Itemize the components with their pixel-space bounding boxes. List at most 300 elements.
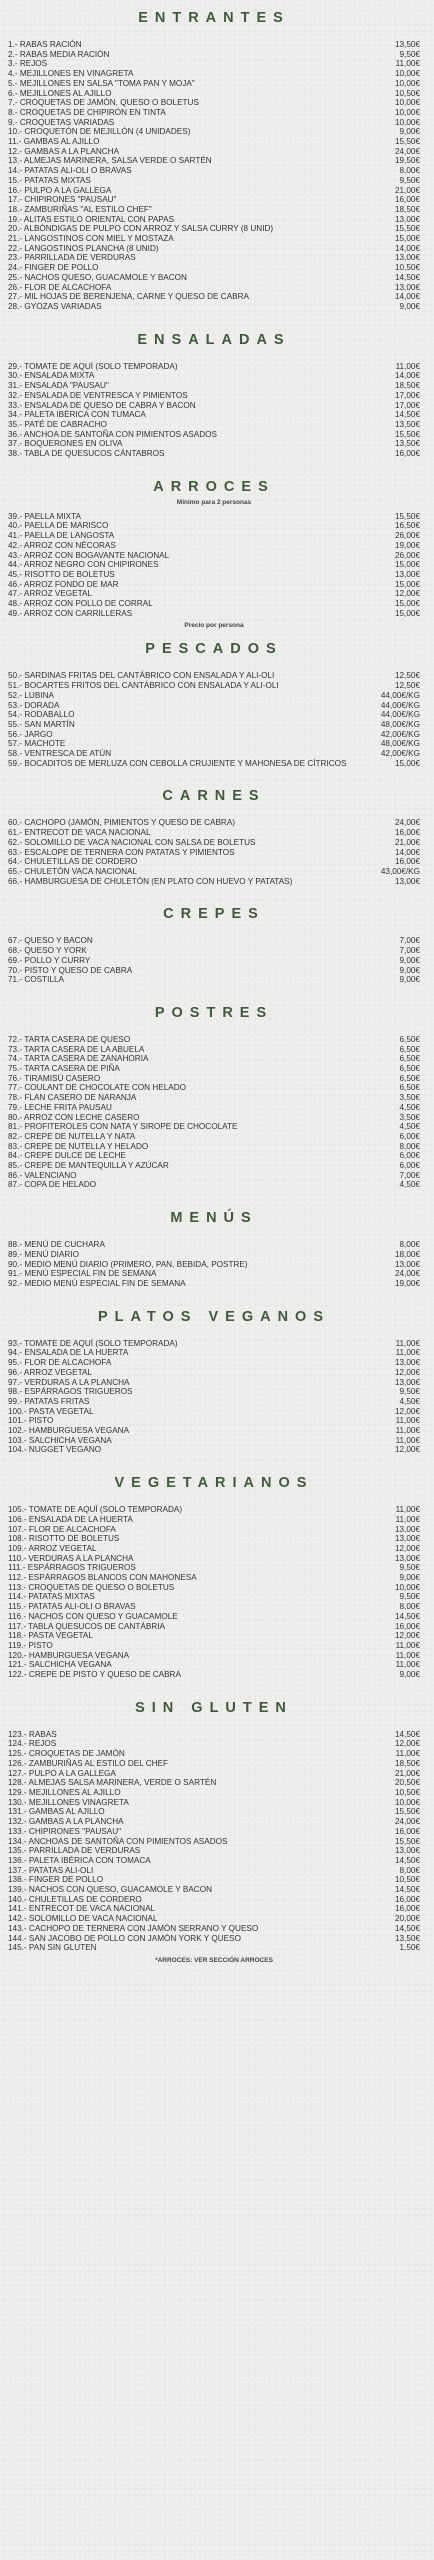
menu-item <box>8 818 420 828</box>
menu-item <box>8 1622 420 1632</box>
item-price: 13,00€ <box>394 282 420 292</box>
item-price: 12,00€ <box>394 1543 420 1553</box>
item-price: 13,00€ <box>394 1358 420 1368</box>
item-name: 24.- FINGER DE POLLO <box>8 263 99 273</box>
item-name: 47.- ARROZ VEGETAL <box>8 589 93 599</box>
menu-item <box>8 1660 420 1670</box>
item-price: 8,00€ <box>399 1240 420 1250</box>
item-price: 20,00€ <box>394 1914 420 1924</box>
menu-item <box>8 156 420 166</box>
item-name: 137.- PATATAS ALI-OLI <box>8 1865 94 1875</box>
menu-item <box>8 1769 420 1779</box>
menu-item <box>8 560 420 570</box>
item-price: 6,00€ <box>399 1151 420 1161</box>
item-price: 10,00€ <box>394 78 420 88</box>
section-title: PESCADOS <box>145 641 283 658</box>
item-price: 10,00€ <box>394 1582 420 1592</box>
item-name: 118.- PASTA VEGETAL <box>8 1631 93 1641</box>
item-name: 107.- FLOR DE ALCACHOFA <box>8 1524 116 1534</box>
menu-item <box>8 589 420 599</box>
menu-item <box>8 1113 420 1123</box>
item-name: 95.- FLOR DE ALCACHOFA <box>8 1358 112 1368</box>
menu-item <box>8 98 420 108</box>
menu-item <box>8 1505 420 1515</box>
item-name: 22.- LANGOSTINOS PLANCHA (8 UNID) <box>8 243 159 253</box>
item-price: 6,50€ <box>399 1034 420 1044</box>
item-price: 9,50€ <box>399 49 420 59</box>
item-name: 132.- GAMBAS A LA PLANCHA <box>8 1817 124 1827</box>
item-name: 100.- PASTA VEGETAL <box>8 1406 94 1416</box>
menu-item <box>8 1670 420 1680</box>
item-name: 59.- BOCADITOS DE MERLUZA CON CEBOLLA CRUJIENTE Y MAHONESA DE CÍTRICOS <box>8 758 347 768</box>
item-name: 50.- SARDINAS FRITAS DEL CANTÁBRICO CON ENSALADA Y ALI-OLI <box>8 671 275 681</box>
menu-item <box>8 273 420 283</box>
item-price: 4,50€ <box>399 1180 420 1190</box>
menu-item <box>8 1348 420 1358</box>
item-price: 18,50€ <box>394 381 420 391</box>
item-name: 85.- CREPE DE MANTEQUILLA Y AZÚCAR <box>8 1161 169 1171</box>
item-name: 141.- ENTRECOT DE VACA NACIONAL <box>8 1904 156 1914</box>
item-name: 91.- MENÚ ESPECIAL FIN DE SEMANA <box>8 1269 157 1279</box>
item-price: 14,00€ <box>394 243 420 253</box>
menu-section <box>8 1473 420 1694</box>
item-price: 13,50€ <box>394 40 420 49</box>
item-name: 61.- ENTRECOT DE VACA NACIONAL <box>8 828 151 838</box>
item-name: 1.- RABAS RACIÓN <box>8 40 82 49</box>
menu-item <box>8 1730 420 1740</box>
menu-item <box>8 40 420 50</box>
item-name: 76.- TIRAMISÚ CASERO <box>8 1073 101 1083</box>
item-name: 57.- MACHOTE <box>8 739 66 749</box>
item-name: 86.- VALENCIANO <box>8 1170 77 1180</box>
item-price: 16,50€ <box>394 521 420 531</box>
item-price: 6,50€ <box>399 1054 420 1064</box>
menu-item <box>8 570 420 580</box>
menu-item <box>8 1436 420 1446</box>
item-price: 14,50€ <box>394 1855 420 1865</box>
menu-item <box>8 1534 420 1544</box>
item-name: 97.- VERDURAS A LA PLANCHA <box>8 1377 130 1387</box>
item-name: 56.- JARGO <box>8 729 53 739</box>
item-name: 143.- CACHOPO DE TERNERA CON JAMÓN SERRANO Y QUESO <box>8 1923 259 1933</box>
item-price: 12,00€ <box>394 1631 420 1641</box>
menu-item <box>8 1035 420 1045</box>
menu-item <box>8 1378 420 1388</box>
section-title: POSTRES <box>154 1004 274 1021</box>
item-name: 66.- HAMBURGUESA DE CHULETÓN (EN PLATO CON HUEVO Y PATATAS) <box>8 876 293 886</box>
item-name: 21.- LANGOSTINOS CON MIEL Y MOSTAZA <box>8 234 174 244</box>
menu-item <box>8 1525 420 1535</box>
item-name: 40.- PAELLA DE MARISCO <box>8 521 109 531</box>
item-name: 79.- LECHE FRITA PAUSAU <box>8 1102 112 1112</box>
item-name: 71.- COSTILLA <box>8 975 64 985</box>
menu-item <box>8 1904 420 1914</box>
menu-item <box>8 1798 420 1808</box>
menu-item <box>8 531 420 541</box>
item-name: 128.- ALMEJAS SALSA MARINERA, VERDE O SARTÉN <box>8 1778 217 1788</box>
menu-item <box>8 449 420 459</box>
item-price: 9,50€ <box>399 1563 420 1573</box>
item-price: 16,00€ <box>394 828 420 838</box>
item-price: 11,00€ <box>395 1348 420 1358</box>
item-price: 9,00€ <box>399 301 420 311</box>
item-price: 13,00€ <box>394 569 420 579</box>
item-name: 10.- CROQUETÓN DE MEJILLÓN (4 UNIDADES) <box>8 127 191 137</box>
item-name: 64.- CHULETILLAS DE CORDERO <box>8 857 138 867</box>
item-price: 14,00€ <box>394 292 420 302</box>
item-price: 13,50€ <box>394 419 420 429</box>
menu-item <box>8 1895 420 1905</box>
item-name: 45.- RISOTTO DE BOLETUS <box>8 569 115 579</box>
menu-item <box>8 1426 420 1436</box>
menu-item <box>8 420 420 430</box>
menu-item <box>8 1368 420 1378</box>
item-name: 26.- FLOR DE ALCACHOFA <box>8 282 112 292</box>
item-name: 43.- ARROZ CON BOGAVANTE NACIONAL <box>8 550 170 560</box>
item-price: 15,00€ <box>394 608 420 618</box>
section-title: SIN GLUTEN <box>135 1699 293 1716</box>
item-price: 13,00€ <box>394 1553 420 1563</box>
item-name: 34.- PALETA IBÉRICA CON TUMACA <box>8 410 146 420</box>
menu-item <box>8 1631 420 1641</box>
item-price: 19,00€ <box>394 1278 420 1288</box>
item-price: 14,00€ <box>394 371 420 381</box>
menu-item <box>8 512 420 522</box>
section-title: ARROCES <box>153 478 275 495</box>
item-name: 127.- PULPO A LA GALLEGA <box>8 1768 116 1778</box>
item-name: 33.- ENSALADA DE QUESO DE CABRA Y BACON <box>8 400 196 410</box>
item-price: 12,00€ <box>394 1367 420 1377</box>
item-price: 9,00€ <box>399 1670 420 1680</box>
item-name: 62.- SOLOMILLO DE VACA NACIONAL CON SALSA DE BOLETUS <box>8 837 256 847</box>
menu-item <box>8 710 420 720</box>
item-price: 15,50€ <box>394 511 420 521</box>
menu-item <box>8 1641 420 1651</box>
item-price: 11,00€ <box>395 1435 420 1445</box>
item-price: 15,00€ <box>394 579 420 589</box>
item-price: 21,00€ <box>394 1768 420 1778</box>
item-name: 145.- PAN SIN GLUTEN <box>8 1943 97 1953</box>
item-name: 133.- CHIPIRONES "PAUSAU" <box>8 1826 122 1836</box>
item-name: 94.- ENSALADA DE LA HUERTA <box>8 1348 129 1358</box>
menu-item <box>8 1739 420 1749</box>
menu-item <box>8 1054 420 1064</box>
item-name: 70.- PISTO Y QUESO DE CABRA <box>8 965 133 975</box>
item-price: 6,50€ <box>399 1044 420 1054</box>
menu-section <box>8 1307 420 1469</box>
menu-item <box>8 599 420 609</box>
menu-item <box>8 1651 420 1661</box>
item-price: 9,00€ <box>399 127 420 137</box>
menu-item <box>8 69 420 79</box>
item-name: 136.- PALETA IBÉRICA CON TOMACA <box>8 1855 151 1865</box>
menu-item <box>8 1544 420 1554</box>
menu-item <box>8 1074 420 1084</box>
item-name: 14.- PATATAS ALI-OLI O BRAVAS <box>8 166 132 176</box>
menu-item <box>8 956 420 966</box>
menu-item <box>8 551 420 561</box>
item-name: 11.- GAMBAS AL AJILLO <box>8 137 100 147</box>
item-price: 18,50€ <box>394 1758 420 1768</box>
menu-item <box>8 521 420 531</box>
menu-item <box>8 1142 420 1152</box>
menu-item <box>8 244 420 254</box>
item-price: 15,50€ <box>394 429 420 439</box>
item-price: 9,50€ <box>399 175 420 185</box>
item-price: 24,00€ <box>394 1269 420 1279</box>
item-price: 4,50€ <box>399 1396 420 1406</box>
item-name: 68.- QUESO Y YORK <box>8 946 87 956</box>
item-name: 126.- ZAMBURIÑAS AL ESTILO DEL CHEF <box>8 1758 169 1768</box>
item-price: 13,50€ <box>394 439 420 449</box>
item-name: 58.- VENTRESCA DE ATÚN <box>8 749 112 759</box>
item-name: 110.- VERDURAS A LA PLANCHA <box>8 1553 134 1563</box>
item-price: 9,00€ <box>399 1573 420 1583</box>
item-price: 6,00€ <box>399 1161 420 1171</box>
item-price: 10,00€ <box>394 69 420 79</box>
item-price: 18,50€ <box>394 204 420 214</box>
item-price: 42,00€/KG <box>380 749 420 759</box>
menu-section <box>8 639 420 782</box>
item-name: 98.- ESPÁRRAGOS TRIGUEROS <box>8 1387 133 1397</box>
section-note: Mínimo para 2 personas <box>176 498 252 506</box>
menu-item <box>8 439 420 449</box>
item-name: 130.- MEJILLONES VINAGRETA <box>8 1797 129 1807</box>
item-price: 24,00€ <box>394 1817 420 1827</box>
menu-section <box>8 786 420 900</box>
menu-item <box>8 410 420 420</box>
section-title: ENTRANTES <box>138 10 290 26</box>
item-name: 4.- MEJILLONES EN VINAGRETA <box>8 69 134 79</box>
item-name: 78.- FLAN CASERO DE NARANJA <box>8 1093 137 1103</box>
item-price: 3,50€ <box>399 1093 420 1103</box>
item-name: 51.- BOCARTES FRITOS DEL CANTÁBRICO CON ENSALADA Y ALI-OLI <box>8 681 279 691</box>
item-name: 123.- RABAS <box>8 1729 57 1739</box>
menu-section <box>8 330 420 473</box>
item-price: 13,50€ <box>394 1933 420 1943</box>
item-price: 12,00€ <box>394 589 420 599</box>
item-name: 6.- MEJILLONES AL AJILLO <box>8 88 112 98</box>
item-price: 42,00€/KG <box>380 729 420 739</box>
item-name: 122.- CREPE DE PISTO Y QUESO DE CABRA <box>8 1670 181 1680</box>
item-price: 6,50€ <box>399 1064 420 1074</box>
menu-item <box>8 691 420 701</box>
item-price: 12,00€ <box>394 1739 420 1749</box>
menu-item <box>8 1445 420 1455</box>
menu-item <box>8 1161 420 1171</box>
item-price: 16,00€ <box>394 195 420 205</box>
item-name: 23.- PARRILLADA DE VERDURAS <box>8 253 136 263</box>
item-price: 26,00€ <box>394 531 420 541</box>
menu-item <box>8 1573 420 1583</box>
item-price: 16,00€ <box>394 449 420 459</box>
menu-item <box>8 127 420 137</box>
item-price: 16,00€ <box>394 1621 420 1631</box>
item-price: 15,50€ <box>394 1836 420 1846</box>
menu-item <box>8 1612 420 1622</box>
menu-item <box>8 838 420 848</box>
menu-item <box>8 1554 420 1564</box>
menu-item <box>8 292 420 302</box>
item-price: 6,00€ <box>399 1131 420 1141</box>
menu-item <box>8 1093 420 1103</box>
menu-item <box>8 234 420 244</box>
item-name: 38.- TABLA DE QUESUCOS CÁNTABROS <box>8 449 165 459</box>
menu-item <box>8 1602 420 1612</box>
menu-item <box>8 1817 420 1827</box>
item-name: 25.- NACHOS QUESO, GUACAMOLE Y BACON <box>8 272 187 282</box>
item-price: 48,00€/KG <box>380 719 420 729</box>
item-price: 8,00€ <box>399 1865 420 1875</box>
menu-section <box>8 1698 420 1964</box>
item-price: 7,00€ <box>399 946 420 956</box>
item-name: 16.- PULPO A LA GALLEGA <box>8 185 112 195</box>
item-name: 111.- ESPÁRRAGOS TRIGUEROS <box>8 1563 136 1573</box>
item-name: 67.- QUESO Y BACON <box>8 936 93 946</box>
item-name: 32.- ENSALADA DE VENTRESCA Y PIMIENTOS <box>8 390 188 400</box>
item-name: 46.- ARROZ FONDO DE MAR <box>8 579 119 589</box>
item-price: 19,50€ <box>394 156 420 166</box>
menu-item <box>8 1759 420 1769</box>
item-price: 16,00€ <box>394 857 420 867</box>
menu-item <box>8 1064 420 1074</box>
item-price: 11,00€ <box>395 1505 420 1515</box>
menu-item <box>8 609 420 619</box>
menu-item <box>8 118 420 128</box>
menu-item <box>8 430 420 440</box>
item-price: 15,00€ <box>394 599 420 609</box>
item-price: 10,50€ <box>394 1788 420 1797</box>
item-price: 6,50€ <box>399 1073 420 1083</box>
item-name: 63.- ESCALOPE DE TERNERA CON PATATAS Y PIMIENTOS <box>8 847 235 857</box>
item-price: 10,50€ <box>394 263 420 273</box>
item-name: 112.- ESPÁRRAGOS BLANCOS CON MAHONESA <box>8 1573 197 1583</box>
item-price: 43,00€/KG <box>380 867 420 876</box>
item-price: 12,50€ <box>394 681 420 691</box>
menu-item <box>8 720 420 730</box>
item-name: 37.- BOQUERONES EN OLIVA <box>8 439 123 449</box>
item-name: 105.- TOMATE DE AQUÍ (SOLO TEMPORADA) <box>8 1505 183 1515</box>
menu-section <box>8 1208 420 1303</box>
item-name: 140.- CHULETILLAS DE CORDERO <box>8 1894 142 1904</box>
item-price: 11,00€ <box>395 1749 420 1759</box>
item-price: 10,50€ <box>394 1875 420 1885</box>
menu-item <box>8 1875 420 1885</box>
item-price: 15,00€ <box>394 758 420 768</box>
item-name: 129.- MEJILLONES AL AJILLO <box>8 1788 121 1797</box>
item-name: 12.- GAMBAS A LA PLANCHA <box>8 146 120 156</box>
item-name: 138.- FINGER DE POLLO <box>8 1875 104 1885</box>
menu-item <box>8 1103 420 1113</box>
menu-item <box>8 1122 420 1132</box>
item-name: 27.- MIL HOJAS DE BERENJENA, CARNE Y QUESO DE CABRA <box>8 292 249 302</box>
menu-item <box>8 1943 420 1953</box>
menu-item <box>8 147 420 157</box>
item-name: 7.- CROQUETAS DE JAMÓN, QUESO O BOLETUS <box>8 98 199 108</box>
menu-item <box>8 1563 420 1573</box>
menu-item <box>8 176 420 186</box>
item-name: 115.- PATATAS ALI-OLI O BRAVAS <box>8 1602 136 1612</box>
item-name: 99.- PATATAS FRITAS <box>8 1396 90 1406</box>
item-price: 44,00€/KG <box>380 690 420 700</box>
item-name: 53.- DORADA <box>8 700 60 710</box>
menu-item <box>8 1924 420 1934</box>
item-price: 24,00€ <box>394 146 420 156</box>
item-name: 13.- ALMEJAS MARINERA, SALSA VERDE O SARTÉN <box>8 156 212 166</box>
item-name: 72.- TARTA CASERA DE QUESO <box>8 1034 131 1044</box>
item-price: 7,00€ <box>399 1170 420 1180</box>
item-price: 14,50€ <box>394 272 420 282</box>
menu-item <box>8 1934 420 1944</box>
item-price: 10,50€ <box>394 88 420 98</box>
menu-item <box>8 730 420 740</box>
item-price: 16,00€ <box>394 1904 420 1914</box>
item-price: 8,00€ <box>399 166 420 176</box>
item-price: 12,00€ <box>394 1445 420 1455</box>
item-price: 14,50€ <box>394 410 420 420</box>
item-name: 139.- NACHOS CON QUESO, GUACAMOLE Y BACON <box>8 1885 212 1895</box>
section-title: ENSALADAS <box>137 331 291 348</box>
menu-item <box>8 401 420 411</box>
item-price: 10,00€ <box>394 1797 420 1807</box>
section-title: CREPES <box>163 906 265 923</box>
menu-item <box>8 1807 420 1817</box>
menu-item <box>8 1045 420 1055</box>
menu-item <box>8 759 420 769</box>
menu-item <box>8 1788 420 1798</box>
item-price: 13,00€ <box>394 1377 420 1387</box>
item-price: 6,50€ <box>399 1083 420 1093</box>
item-name: 131.- GAMBAS AL AJILLO <box>8 1807 105 1817</box>
menu-item <box>8 137 420 147</box>
menu-item <box>8 195 420 205</box>
item-name: 48.- ARROZ CON POLLO DE CORRAL <box>8 599 153 609</box>
item-price: 14,50€ <box>394 1729 420 1739</box>
item-price: 9,50€ <box>399 1387 420 1397</box>
menu-item <box>8 224 420 234</box>
item-price: 11,00€ <box>395 361 420 371</box>
menu-item <box>8 1083 420 1093</box>
item-price: 9,00€ <box>399 965 420 975</box>
item-price: 13,00€ <box>394 1846 420 1856</box>
menu-item <box>8 1279 420 1289</box>
item-name: 125.- CROQUETAS DE JAMÓN <box>8 1749 125 1759</box>
menu-section <box>8 904 420 999</box>
item-price: 4,50€ <box>399 1122 420 1132</box>
section-title: MENÚS <box>170 1210 258 1227</box>
menu-item <box>8 541 420 551</box>
item-name: 15.- PATATAS MIXTAS <box>8 175 91 185</box>
item-price: 1,50€ <box>399 1943 420 1953</box>
item-name: 17.- CHIPIRONES "PAUSAU" <box>8 195 117 205</box>
item-price: 11,00€ <box>395 1650 420 1660</box>
menu-item <box>8 215 420 225</box>
menu-item <box>8 681 420 691</box>
item-name: 101.- PISTO <box>8 1416 54 1426</box>
item-name: 142.- SOLOMILLO DE VACA NACIONAL <box>8 1914 158 1924</box>
item-name: 106.- ENSALADA DE LA HUERTA <box>8 1514 133 1524</box>
item-name: 36.- ANCHOA DE SANTOÑA CON PIMIENTOS ASADOS <box>8 429 217 439</box>
item-name: 2.- RABAS MEDIA RACIÓN <box>8 49 110 59</box>
menu-item <box>8 1778 420 1788</box>
menu-item <box>8 371 420 381</box>
item-name: 69.- POLLO Y CURRY <box>8 955 91 965</box>
item-price: 11,00€ <box>395 1640 420 1650</box>
item-name: 108.- RISOTTO DE BOLETUS <box>8 1534 120 1544</box>
item-price: 12,00€ <box>394 1406 420 1416</box>
item-price: 8,00€ <box>399 1602 420 1612</box>
item-price: 21,00€ <box>394 837 420 847</box>
